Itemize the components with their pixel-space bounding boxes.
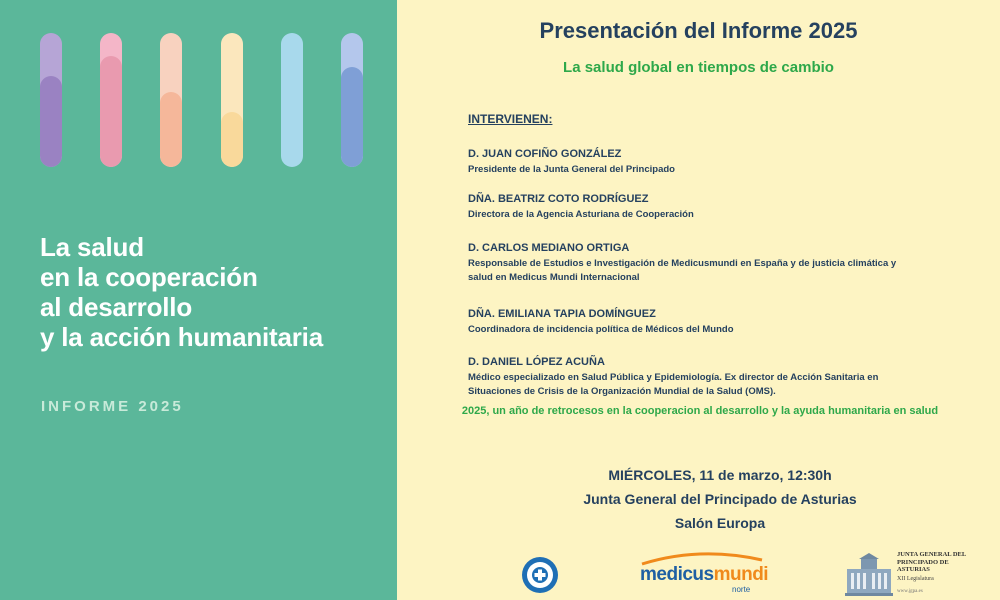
event-venue: Junta General del Principado de Asturias (583, 491, 857, 507)
speaker-3 (468, 241, 908, 285)
speaker-name: DÑA. EMILIANA TAPIA DOMÍNGUEZ (468, 308, 656, 320)
medicusmundi-wordmark: medicusmundi (640, 564, 769, 585)
speaker-name: D. CARLOS MEDIANO ORTIGA (468, 242, 630, 254)
junta-general-name: JUNTA GENERAL DEL PRINCIPADO DE ASTURIAS (897, 551, 966, 573)
medicusmundi-norte: norte (732, 585, 751, 594)
speaker-role: Presidente de la Junta General del Principado (468, 164, 675, 175)
decorative-bar-2 (100, 33, 122, 167)
event-room: Salón Europa (674, 515, 766, 531)
decorative-bars (0, 0, 397, 200)
parliament-building-icon (845, 553, 893, 597)
junta-general-web: www.jgpa.es (897, 589, 923, 594)
cover-title-line-2: en la cooperación (40, 262, 258, 292)
medicos-del-mundo-logo (521, 556, 559, 594)
speaker-1 (468, 147, 908, 177)
decorative-bar-5 (281, 33, 303, 167)
decorative-bar-3 (160, 33, 182, 167)
speaker-5 (468, 355, 908, 399)
decorative-bar-fill (221, 112, 243, 167)
cover-title-line-4: y la acción humanitaria (40, 322, 323, 352)
decorative-bar-6 (341, 33, 363, 167)
speaker-2 (468, 192, 908, 222)
medicusmundi-logo (640, 550, 780, 595)
cover-title (40, 232, 390, 352)
speaker-name: D. DANIEL LÓPEZ ACUÑA (468, 356, 605, 368)
info-panel (397, 0, 1000, 600)
decorative-bar-fill (341, 67, 363, 168)
page-subtitle: La salud global en tiempos de cambio (563, 59, 834, 76)
decorative-bar-fill (160, 92, 182, 167)
cover-title-line-3: al desarrollo (40, 292, 193, 322)
junta-general-legislatura: XII Legislatura (897, 576, 934, 582)
decorative-bar-1 (40, 33, 62, 167)
speaker-role: Responsable de Estudios e Investigación de Medicusmundi en España y de justicia climática y salud en Medicus Mundi Internacional (468, 258, 897, 283)
decorative-bar-fill (40, 76, 62, 167)
event-date: MIÉRCOLES, 11 de marzo, 12:30h (608, 467, 832, 483)
speaker-role: Médico especializado en Salud Pública y Epidemiología. Ex director de Acción Sanitaria en Situaciones de Crisis de la Organización Mundial de la Salud (OMS). (468, 372, 879, 397)
decorative-bar-fill (100, 56, 122, 167)
talk-title: 2025, un año de retrocesos en la cooperacion al desarrollo y la ayuda humanitaria en salud (461, 405, 939, 417)
speakers-heading: INTERVIENEN: (468, 112, 553, 126)
cover-informe-label: INFORME 2025 (41, 398, 184, 415)
decorative-bar-4 (221, 33, 243, 167)
page-title: Presentación del Informe 2025 (539, 18, 858, 43)
cover-panel (0, 0, 397, 600)
speaker-role: Coordinadora de incidencia política de Médicos del Mundo (468, 324, 734, 335)
speaker-4 (468, 307, 908, 337)
cover-title-line-1: La salud (40, 232, 144, 262)
junta-general-logo (845, 551, 975, 599)
speaker-name: DÑA. BEATRIZ COTO RODRÍGUEZ (468, 193, 649, 205)
speaker-name: D. JUAN COFIÑO GONZÁLEZ (468, 148, 622, 160)
speaker-role: Directora de la Agencia Asturiana de Cooperación (468, 209, 694, 220)
